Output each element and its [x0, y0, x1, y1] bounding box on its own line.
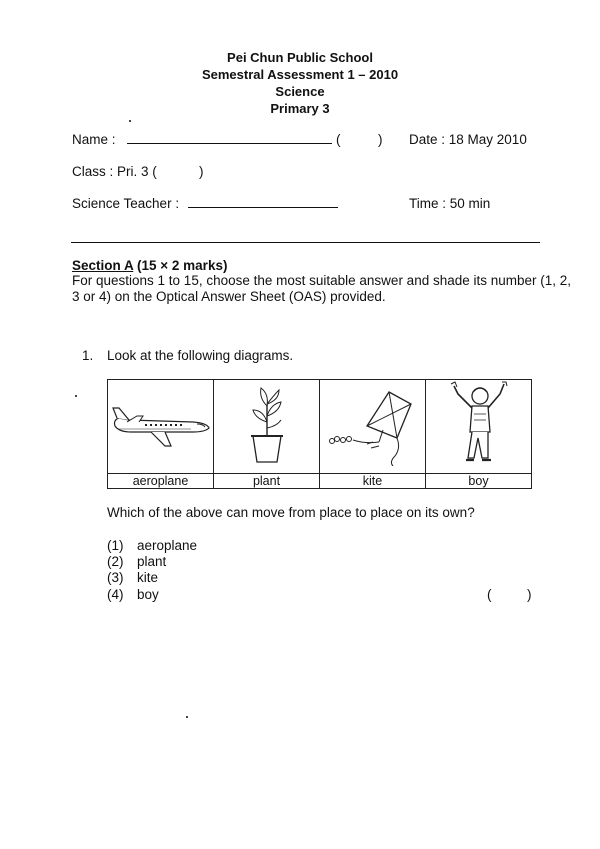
- speck-mark: [75, 395, 77, 397]
- question-number: 1.: [82, 348, 94, 363]
- option-number: (3): [107, 570, 124, 585]
- school-name: Pei Chun Public School: [227, 50, 373, 65]
- option-2[interactable]: [107, 554, 166, 569]
- option-number: (2): [107, 554, 124, 569]
- answer-paren-close: ): [527, 587, 532, 602]
- teacher-label: Science Teacher :: [72, 196, 180, 211]
- boy-icon: [444, 380, 514, 468]
- picture-label: kite: [320, 474, 426, 489]
- aeroplane-cell: [108, 380, 214, 474]
- option-number: (1): [107, 538, 124, 553]
- speck-mark: [129, 120, 131, 122]
- picture-label: boy: [426, 474, 532, 489]
- option-text: aeroplane: [137, 538, 198, 553]
- section-title: [72, 258, 227, 273]
- option-1[interactable]: [107, 538, 197, 553]
- header-divider: [71, 242, 540, 243]
- section-instructions: For questions 1 to 15, choose the most suitable answer and shade its number (1, 2, 3 or 4) on the Optical Answer Sheet (OAS) provided.: [72, 273, 572, 304]
- section-name: Section A: [72, 258, 134, 273]
- class-paren-close: ): [199, 164, 204, 179]
- option-text: boy: [137, 587, 159, 602]
- plant-icon: [237, 382, 297, 466]
- kite-cell: [320, 380, 426, 474]
- question-prompt: Look at the following diagrams.: [107, 348, 294, 363]
- option-4[interactable]: [107, 587, 159, 602]
- boy-cell: [426, 380, 532, 474]
- option-3[interactable]: [107, 570, 158, 585]
- section-marks: (15 × 2 marks): [133, 258, 228, 273]
- class-label: Class : Pri. 3 (: [72, 164, 157, 179]
- answer-paren-open: (: [487, 587, 492, 602]
- level-title: Primary 3: [270, 101, 330, 116]
- time-label: Time : 50 min: [409, 196, 491, 211]
- option-text: kite: [137, 570, 159, 585]
- picture-label: aeroplane: [108, 474, 214, 489]
- speck-mark: [186, 716, 188, 718]
- picture-label: plant: [214, 474, 320, 489]
- name-label: Name :: [72, 132, 116, 147]
- register-paren-close: ): [378, 132, 383, 147]
- register-paren-open: (: [336, 132, 341, 147]
- diagram-table: [107, 379, 532, 489]
- kite-icon: [323, 382, 423, 466]
- assessment-title: Semestral Assessment 1 – 2010: [201, 67, 399, 82]
- plant-cell: [214, 380, 320, 474]
- teacher-input-line[interactable]: [188, 196, 338, 208]
- option-number: (4): [107, 587, 124, 602]
- date-label: Date : 18 May 2010: [409, 132, 527, 147]
- question-text: Which of the above can move from place to place on its own?: [107, 505, 475, 520]
- subject-title: Science: [275, 84, 325, 99]
- option-text: plant: [137, 554, 167, 569]
- name-input-line[interactable]: [127, 132, 332, 144]
- aeroplane-icon: [109, 394, 213, 454]
